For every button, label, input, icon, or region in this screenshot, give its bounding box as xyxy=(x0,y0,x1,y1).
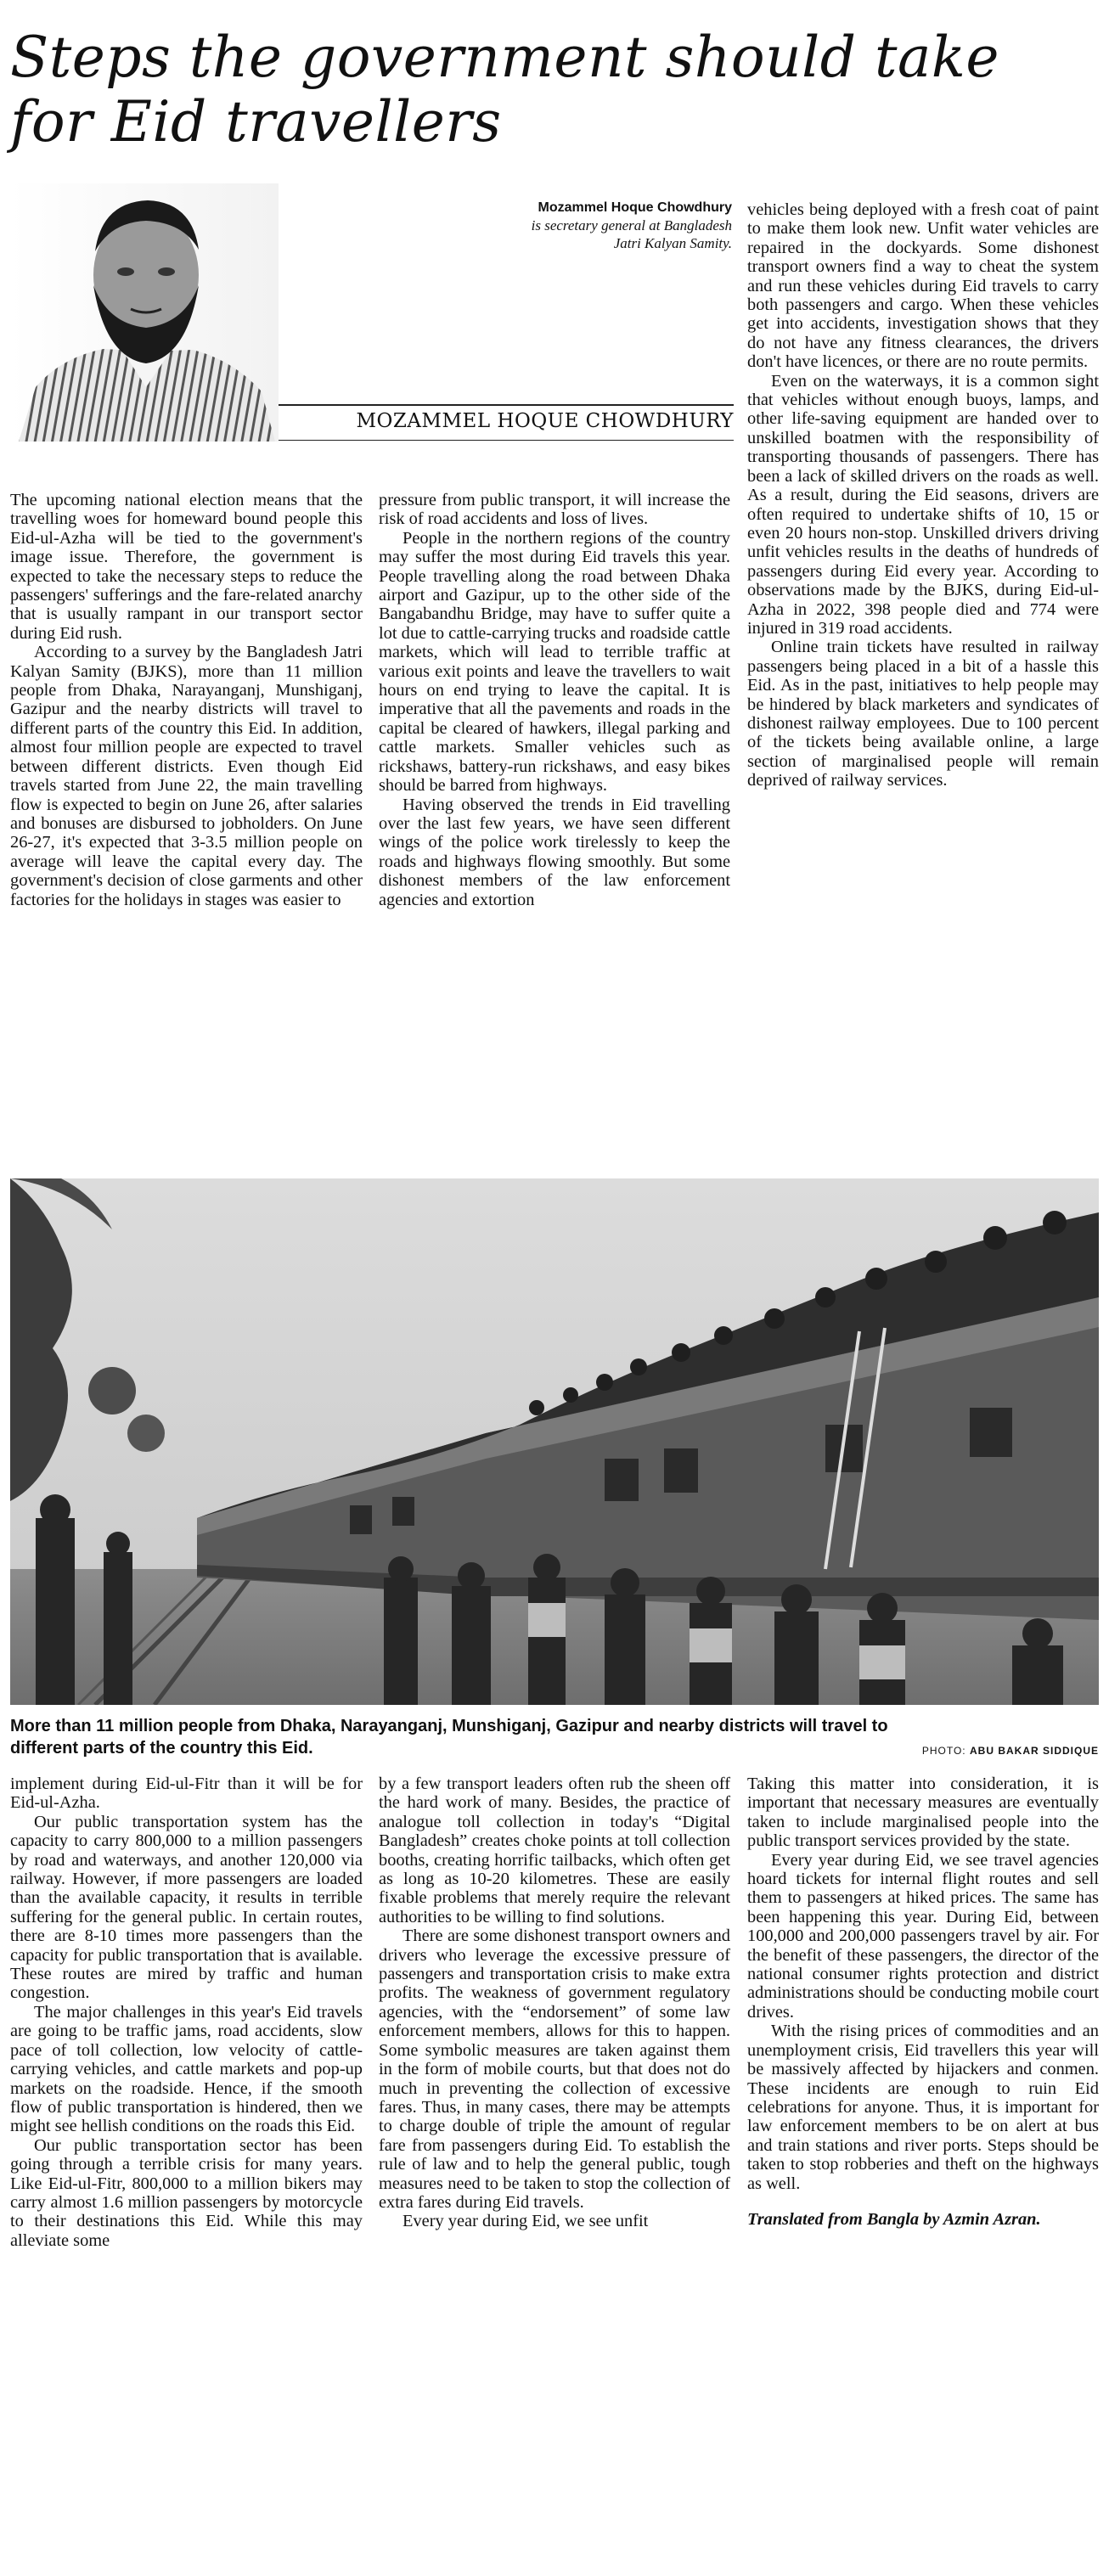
author-note-role: is secretary general at Bangladesh xyxy=(531,217,732,233)
photo-caption-line1: More than 11 million people from Dhaka, Narayanganj, Munshiganj, Gazipur and nearby districts will travel to xyxy=(10,1717,888,1735)
top-column-3 xyxy=(747,200,1099,790)
paragraph: With the rising prices of commodities and an unemployment crisis, Eid travellers this year will be massively affected by hijackers and conmen. These incidents are enough to ruin Eid celebrations for anyone. Thus, it is important for law enforcement members to be on alert at bus and train stations and river ports. Steps should be taken to stop robberies and theft on the highways as well. xyxy=(747,2022,1099,2193)
byline-rule-bottom xyxy=(279,440,734,441)
train-photo xyxy=(10,1178,1099,1705)
author-photo xyxy=(10,183,279,442)
paragraph: by a few transport leaders often rub the sheen off the hard work of many. Besides, the practice of analogue toll collection in today's “Digital Bangladesh” creates choke points at toll collection booths, creating horrific tailbacks, which often get as long as 10-20 kilometres. These are easily fixable problems that merely require the relevant authorities to be willing to find solutions. xyxy=(379,1775,730,1926)
paragraph: Taking this matter into consideration, it is important that necessary measures are eventually taken to include marginalised people into the public transport services provided by the state. xyxy=(747,1775,1099,1851)
top-column-1 xyxy=(10,491,363,909)
bottom-column-3 xyxy=(747,1775,1099,2229)
train-rooftop-passengers-image xyxy=(10,1178,1099,1705)
bottom-column-1 xyxy=(10,1775,363,2250)
paragraph: vehicles being deployed with a fresh coat of paint to make them look new. Unfit water vehicles are repaired in the dockyards. Some dishonest transport owners find a way to cheat the system and run these vehicles during Eid travels to carry both passengers and cargo. When these vehicles get into accidents, investigation shows that they do not have any fitness clearances, the drivers don't have licences, or there are no route permits. xyxy=(747,200,1099,372)
paragraph: Every year during Eid, we see unfit xyxy=(403,2212,649,2231)
paragraph: There are some dishonest transport owners and drivers who leverage the excessive pressure of passengers and transportation crisis to make extra profits. The weakness of government regulatory agencies, with the “endorsement” of some law enforcement members, allows for this to happen. Some symbolic measures are taken against them in the form of mobile courts, but that does not do much in preventing the collection of excessive fares. Thus, in many cases, there may be attempts to charge double of triple the amount of regular fare from passengers during Eid. To establish the rule of law and to help the general public, tough measures need to be taken to stop the collection of extra fares during Eid travels. xyxy=(379,1926,730,2212)
author-note xyxy=(357,199,732,252)
photo-credit-name: ABU BAKAR SIDDIQUE xyxy=(969,1745,1099,1757)
paragraph: implement during Eid-ul-Fitr than it will be for Eid-ul-Azha. xyxy=(10,1775,363,1813)
paragraph: pressure from public transport, it will increase the risk of road accidents and loss of lives. xyxy=(379,491,730,529)
bottom-column-2 xyxy=(379,1775,730,2231)
translator-credit: Translated from Bangla by Azmin Azran. xyxy=(747,2209,1041,2229)
paragraph: Even on the waterways, it is a common sight that vehicles without enough buoys, lamps, and other life-saving equipment are handed over to unskilled boatmen with the responsibility of transporting thousands of passengers. There has been a lack of skilled drivers on the roads as well. As a result, during the Eid seasons, drivers are often required to undertake shifts of 10, 15 or even 20 hours non-stop. Unskilled drivers driving unfit vehicles results in the deaths of hundreds of passengers during Eid every year. According to observations made by the BJKS, during Eid-ul-Azha in 2022, 398 people died and 774 were injured in 319 road accidents. xyxy=(747,371,1099,638)
byline-rule-top xyxy=(279,404,734,406)
paragraph: According to a survey by the Bangladesh Jatri Kalyan Samity (BJKS), more than 11 million people from Dhaka, Narayanganj, Munshiganj, Gazipur and the nearby districts will travel to different parts of the country this Eid. In addition, almost four million people are expected to travel between different districts. Even though Eid travels started from June 22, the main travelling flow is expected to begin on June 26, after salaries and bonuses are disbursed to jobholders. On June 26-27, it's expected that 3-3.5 million people on average will leave the capital every day. The government's decision of close garments and other factories for the holidays in stages was easier to xyxy=(10,643,363,909)
headline: Steps the government should take for Eid travellers xyxy=(10,25,999,155)
photo-credit xyxy=(922,1745,1099,1757)
paragraph: Our public transportation system has the capacity to carry 800,000 to a million passengers by road and waterways, and another 120,000 via railway. However, if more passengers are loaded than the available capacity, it results in terrible suffering for the general public. In certain routes, there are 8-10 times more passengers than the capacity for public transportation that is available. These routes are mired by traffic and human congestion. xyxy=(10,1812,363,2003)
paragraph: The major challenges in this year's Eid travels are going to be traffic jams, road accidents, slow pace of toll collection, low velocity of cattle-carrying vehicles, and cattle markets and pop-up markets on the roadside. Hence, if the smooth flow of public transportation is hindered, then we might see hellish conditions on the roads this Eid. xyxy=(10,2002,363,2136)
photo-credit-label: PHOTO: xyxy=(921,1745,966,1757)
author-portrait xyxy=(10,183,279,442)
paragraph: The upcoming national election means that the travelling woes for homeward bound people this Eid-ul-Azha will be tied to the government's image issue. Therefore, the government is expected to take the necessary steps to reduce the passengers' sufferings and the fare-related anarchy that is usually rampant in our transport sector during Eid rush. xyxy=(10,491,363,643)
top-column-2 xyxy=(379,491,730,909)
paragraph: Our public transportation sector has been going through a terrible crisis for many years. Like Eid-ul-Fitr, 800,000 to a million bikers may carry almost 1.6 million passengers by motorcycle to their destinations this Eid. While this may alleviate some xyxy=(10,2135,363,2250)
paragraph: Having observed the trends in Eid travelling over the last few years, we have seen different wings of the police work tirelessly to keep the roads and highways flowing smoothly. But some dishonest members of the law enforcement agencies and extortion xyxy=(379,795,730,909)
paragraph: Online train tickets have resulted in railway passengers being placed in a bit of a hassle this Eid. As in the past, initiatives to help people may be hindered by black marketers and syndicates of dishonest railway employees. Due to 100 percent of the tickets being available online, a large section of marginalised people will remain deprived of railway services. xyxy=(747,638,1099,790)
author-note-name: Mozammel Hoque Chowdhury xyxy=(538,200,732,215)
photo-caption-line2: different parts of the country this Eid. xyxy=(10,1739,313,1758)
paragraph: People in the northern regions of the country may suffer the most during Eid travels this year. People travelling along the road between Dhaka airport and Gazipur, up to the other side of the Bangabandhu Bridge, may have to suffer quite a lot due to cattle-carrying trucks and roadside cattle markets, which will lead to terrible traffic at various exit points and leave the travellers to wait hours on end trying to leave the capital. It is imperative that all the pavements and roads in the capital be cleared of hawkers, illegal parking and cattle markets. Smaller vehicles such as rickshaws, battery-run rickshaws, and easy bikes should be barred from highways. xyxy=(379,528,730,796)
author-note-org: Jatri Kalyan Samity. xyxy=(613,235,732,251)
paragraph: Every year during Eid, we see travel agencies hoard tickets for internal flight routes and sell them to passengers at hiked prices. The same has been happening this year. During Eid, between 100,000 and 200,000 passengers travel by air. For the benefit of these passengers, the director of the national consumer rights protection and district administrations should be conducting mobile court drives. xyxy=(747,1850,1099,2022)
byline: MOZAMMEL HOQUE CHOWDHURY xyxy=(356,410,734,432)
